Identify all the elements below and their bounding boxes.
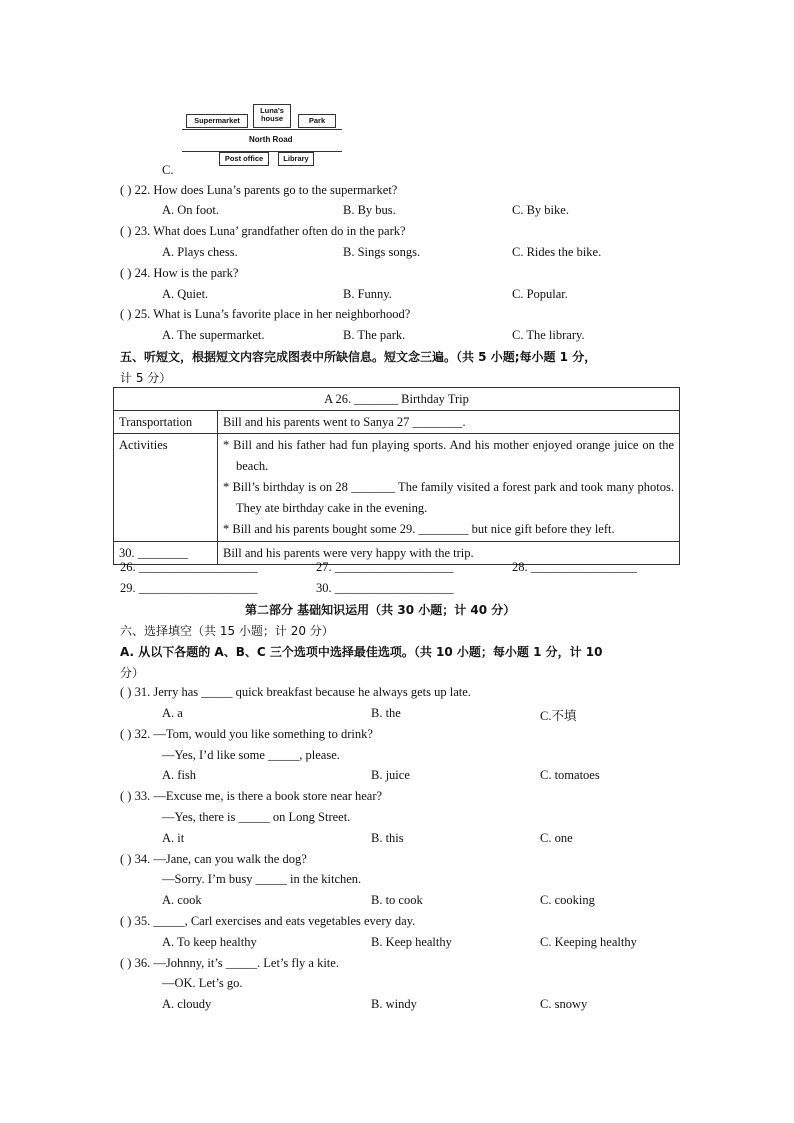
q31-stem: ( ) 31. Jerry has _____ quick breakfast because he always gets up late.: [120, 685, 471, 699]
map-supermarket: Supermarket: [186, 114, 248, 128]
q25-stem: ( ) 25. What is Luna’s favorite place in her neighborhood?: [120, 307, 411, 321]
q36-option-c: C. snowy: [540, 997, 588, 1011]
map-library: Library: [278, 152, 314, 166]
q34-option-b: B. to cook: [371, 893, 423, 907]
map-post-office: Post office: [219, 152, 269, 166]
blank-26[interactable]: 26. ___________________: [120, 560, 258, 574]
sectionA-heading-line1: A. 从以下各题的 A、B、C 三个选项中选择最佳选项。（共 10 小题；每小题 1 分，计 10: [120, 645, 603, 659]
q33-option-c: C. one: [540, 831, 573, 845]
q24-option-c: C. Popular.: [512, 287, 568, 301]
q33-response: —Yes, there is _____ on Long Street.: [162, 810, 351, 824]
q35-option-c: C. Keeping healthy: [540, 935, 637, 949]
map-park: Park: [298, 114, 336, 128]
activity-item: * Bill and his parents bought some 29. ________ but nice gift before they left.: [223, 522, 615, 536]
q33-option-b: B. this: [371, 831, 404, 845]
table-title: A 26. _______ Birthday Trip: [114, 388, 680, 411]
q36-option-a: A. cloudy: [162, 997, 212, 1011]
q32-stem: ( ) 32. —Tom, would you like something to drink?: [120, 727, 373, 741]
activity-item: * Bill’s birthday is on 28 _______ The family visited a forest park and took many photos. They ate birthday cake in the evening.: [223, 480, 674, 515]
blank-29[interactable]: 29. ___________________: [120, 581, 258, 595]
q31-option-c: C.不填: [540, 709, 577, 723]
map-upper-line: [182, 129, 342, 130]
row-activities-label: Activities: [114, 434, 218, 542]
map-road-label: North Road: [249, 135, 293, 144]
q31-option-a: A. a: [162, 706, 183, 720]
q22-option-a: A. On foot.: [162, 203, 219, 217]
q22-option-b: B. By bus.: [343, 203, 396, 217]
part2-heading: 第二部分 基础知识运用（共 30 小题；计 40 分）: [245, 603, 516, 617]
q25-option-b: B. The park.: [343, 328, 406, 342]
section5-heading-line1: 五、听短文，根据短文内容完成图表中所缺信息。短文念三遍。（共 5 小题;每小题 1 分，: [120, 350, 597, 364]
q22-stem: ( ) 22. How does Luna’s parents go to the supermarket?: [120, 183, 398, 197]
q36-stem: ( ) 36. —Johnny, it’s _____. Let’s fly a kite.: [120, 956, 339, 970]
q36-option-b: B. windy: [371, 997, 417, 1011]
q35-option-a: A. To keep healthy: [162, 935, 257, 949]
row-transportation-label: Transportation: [114, 411, 218, 434]
option-c-label: C.: [162, 163, 174, 177]
q23-stem: ( ) 23. What does Luna’ grandfather often do in the park?: [120, 224, 406, 238]
q31-option-b: B. the: [371, 706, 401, 720]
birthday-trip-table: [113, 387, 680, 565]
q23-option-a: A. Plays chess.: [162, 245, 238, 259]
q36-response: —OK. Let’s go.: [162, 976, 243, 990]
q23-option-c: C. Rides the bike.: [512, 245, 602, 259]
q35-option-b: B. Keep healthy: [371, 935, 452, 949]
q34-stem: ( ) 34. —Jane, can you walk the dog?: [120, 852, 307, 866]
q34-response: —Sorry. I’m busy _____ in the kitchen.: [162, 872, 362, 886]
q23-option-b: B. Sings songs.: [343, 245, 421, 259]
row-30-label: 30. ________: [114, 542, 218, 565]
sectionA-heading-line2: 分）: [120, 666, 145, 680]
q32-option-c: C. tomatoes: [540, 768, 600, 782]
blank-27[interactable]: 27. ___________________: [316, 560, 454, 574]
q25-option-a: A. The supermarket.: [162, 328, 265, 342]
q33-option-a: A. it: [162, 831, 185, 845]
blank-28[interactable]: 28. _________________: [512, 560, 637, 574]
activity-item: * Bill and his father had fun playing sports. And his mother enjoyed orange juice on the beach.: [223, 438, 674, 473]
q35-stem: ( ) 35. _____, Carl exercises and eats vegetables every day.: [120, 914, 416, 928]
blank-30[interactable]: 30. ___________________: [316, 581, 454, 595]
map-lunas-house: [253, 104, 291, 128]
row-30-value: Bill and his parents were very happy with the trip.: [218, 542, 680, 565]
section5-heading-line2: 计 5 分）: [120, 371, 172, 385]
q33-stem: ( ) 33. —Excuse me, is there a book store near hear?: [120, 789, 383, 803]
q34-option-a: A. cook: [162, 893, 202, 907]
q25-option-c: C. The library.: [512, 328, 585, 342]
q32-response: —Yes, I’d like some _____, please.: [162, 748, 340, 762]
q24-option-a: A. Quiet.: [162, 287, 209, 301]
row-activities-value: [218, 434, 680, 542]
row-transportation-value: Bill and his parents went to Sanya 27 ________.: [218, 411, 680, 434]
q24-stem: ( ) 24. How is the park?: [120, 266, 239, 280]
q22-option-c: C. By bike.: [512, 203, 569, 217]
map-lunas-house-label: Luna's house: [260, 106, 284, 123]
q34-option-c: C. cooking: [540, 893, 595, 907]
q24-option-b: B. Funny.: [343, 287, 392, 301]
section6-heading: 六、选择填空（共 15 小题；计 20 分）: [120, 624, 334, 638]
q32-option-a: A. fish: [162, 768, 197, 782]
q32-option-b: B. juice: [371, 768, 410, 782]
